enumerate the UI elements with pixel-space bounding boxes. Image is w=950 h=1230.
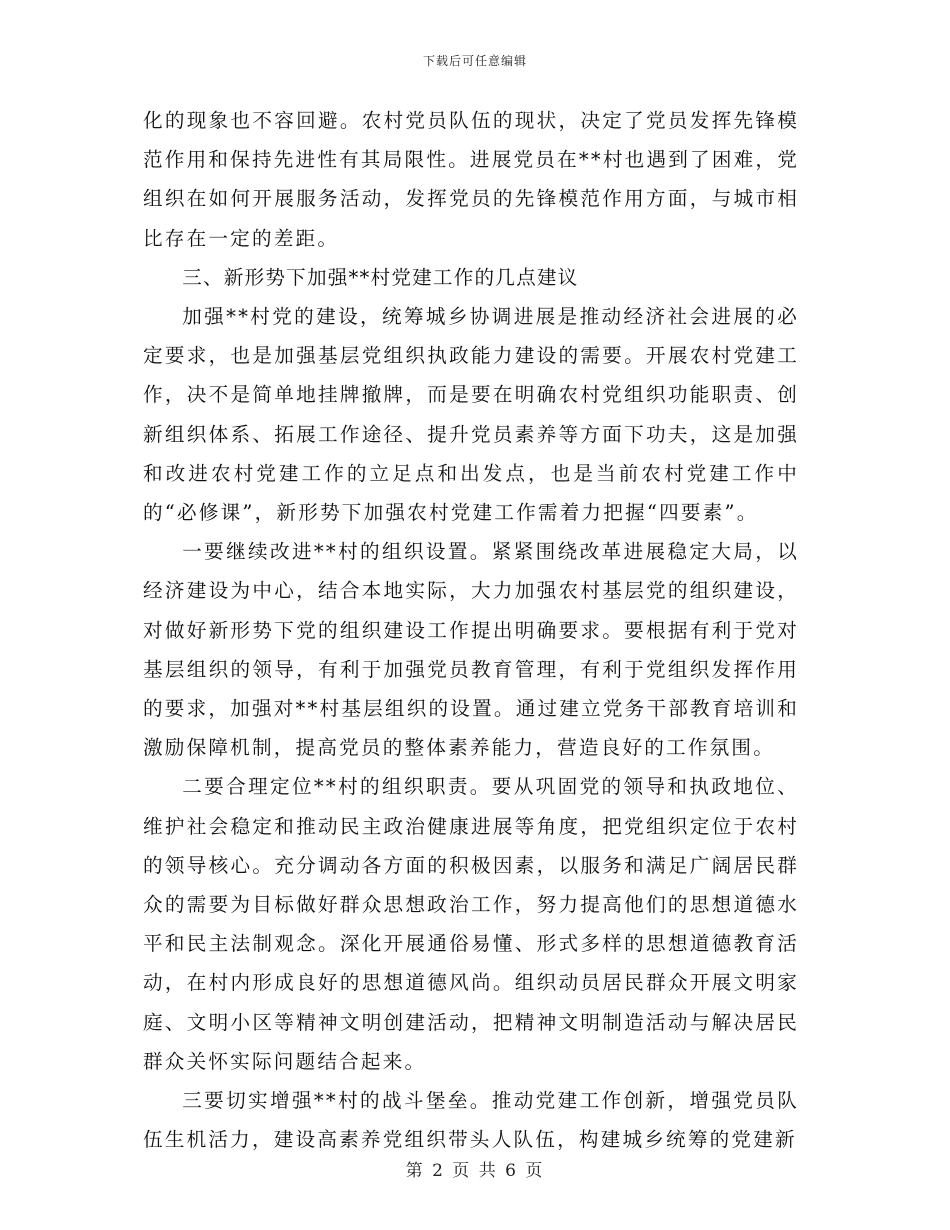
page-header: 下载后可任意编辑 bbox=[422, 54, 527, 68]
paragraph-continuation: 化的现象也不容回避。农村党员队伍的现状，决定了党员发挥先锋模范作用和保持先进性有其局限性。进展党员在**村也遇到了困难，党组织在如何开展服务活动，发挥党员的先锋模范作用方面，与城市相比存在一定的差距。 bbox=[143, 109, 800, 250]
document-body bbox=[143, 101, 799, 1159]
paragraph-point-two: 二要合理定位**村的组织职责。要从巩固党的领导和执政地位、维护社会稳定和推动民主政治健康进展等角度，把党组织定位于农村的领导核心。充分调动各方面的积极因素，以服务和满足广阔居民群众的需要为目标做好群众思想政治工作，努力提高他们的思想道德水平和民主法制观念。深化开展通俗易懂、形式多样的思想道德教育活动，在村内形成良好的思想道德风尚。组织动员居民群众开展文明家庭、文明小区等精神文明创建活动，把精神文明制造活动与解决居民群众关怀实际问题结合起来。 bbox=[143, 775, 799, 1073]
paragraph-point-three: 三要切实增强**村的战斗堡垒。推动党建工作创新，增强党员队伍生机活力，建设高素养党组织带头人队伍，构建城乡统筹的党建新 bbox=[143, 1089, 799, 1152]
section-heading: 三、新形势下加强**村党建工作的几点建议 bbox=[182, 265, 579, 289]
page-number: 第 2 页 共 6 页 bbox=[405, 1161, 545, 1181]
paragraph-point-one: 一要继续改进**村的组织设置。紧紧围绕改革进展稳定大局，以经济建设为中心，结合本地实际，大力加强农村基层党的组织建设，对做好新形势下党的组织建设工作提出明确要求。要根据有利于党对基层组织的领导，有利于加强党员教育管理，有利于党组织发挥作用的要求，加强对**村基层组织的设置。通过建立党务干部教育培训和激励保障机制，提高党员的整体素养能力，营造良好的工作氛围。 bbox=[143, 540, 800, 760]
paragraph-intro: 加强**村党的建设，统筹城乡协调进展是推动经济社会进展的必定要求，也是加强基层党组织执政能力建设的需要。开展农村党建工作，决不是简单地挂牌撤牌，而是要在明确农村党组织功能职责、创新组织体系、拓展工作途径、提升党员素养等方面下功夫，这是加强和改进农村党建工作的立足点和出发点，也是当前农村党建工作中的“必修课”，新形势下加强农村党建工作需着力把握“四要素”。 bbox=[143, 305, 799, 525]
